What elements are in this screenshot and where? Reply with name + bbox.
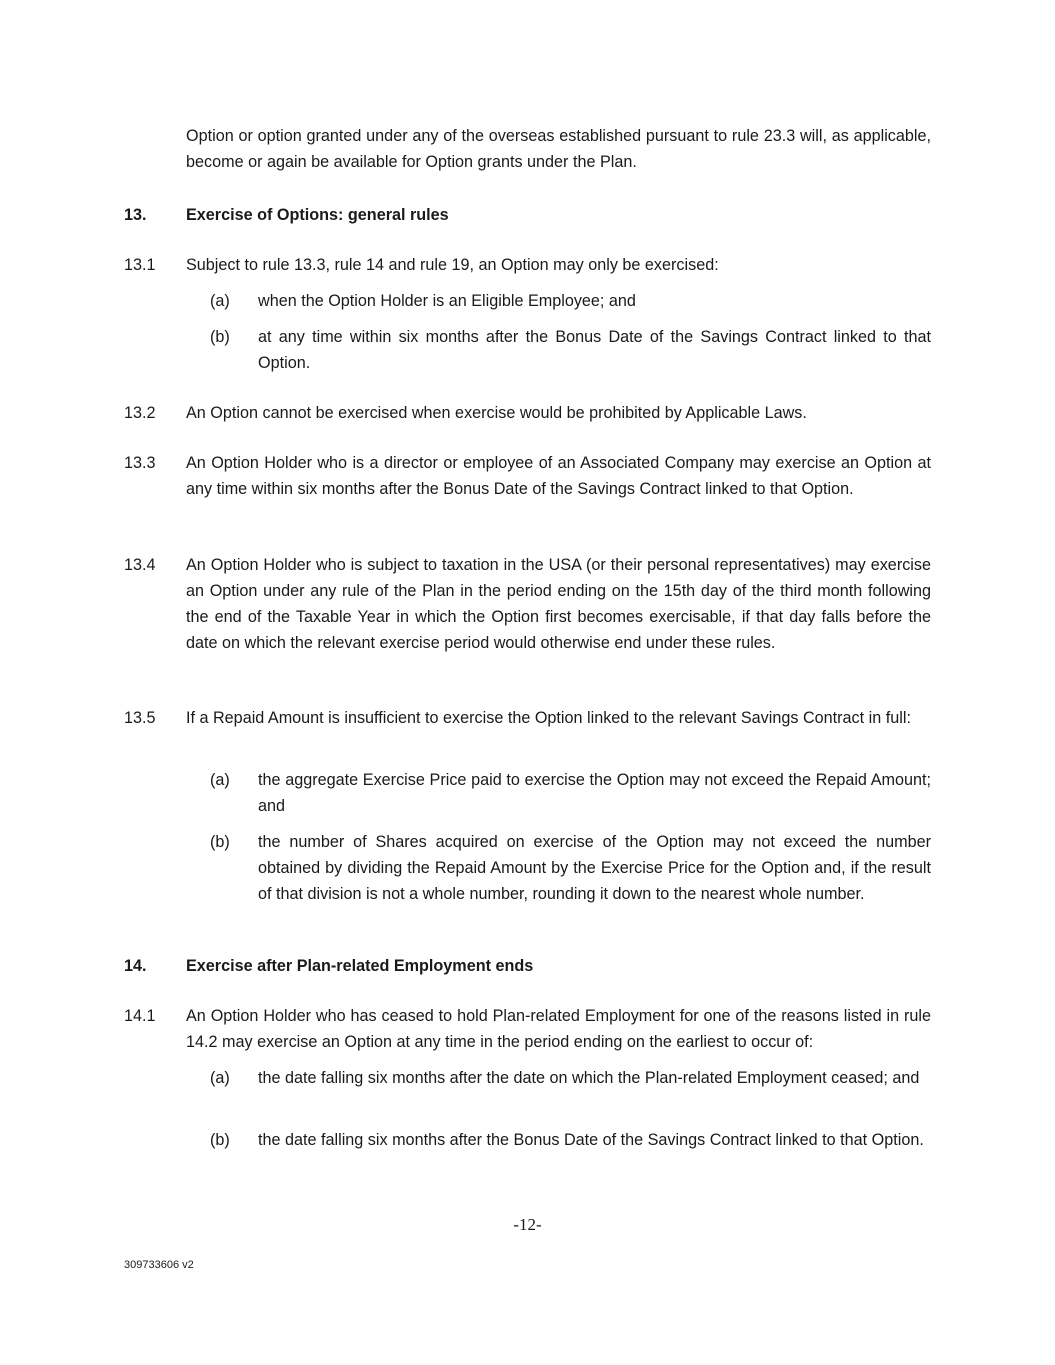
intro-paragraph: Option or option granted under any of the overseas established pursuant to rule 23.3 will, as applicable, become or again be available for Option grants under the Plan. <box>186 127 931 171</box>
rule-13-5-number: 13.5 <box>124 709 156 727</box>
rule-13-2-number: 13.2 <box>124 404 156 422</box>
rule-13-2-text: An Option cannot be exercised when exercise would be prohibited by Applicable Laws. <box>186 404 807 422</box>
rule-14-1-b-text: the date falling six months after the Bonus Date of the Savings Contract linked to that Option. <box>258 1131 924 1149</box>
section-13-title: Exercise of Options: general rules <box>186 206 449 224</box>
rule-13-5-a-text: the aggregate Exercise Price paid to exercise the Option may not exceed the Repaid Amount; and <box>258 771 931 815</box>
section-13-number: 13. <box>124 206 147 224</box>
rule-14-1-text: An Option Holder who has ceased to hold Plan-related Employment for one of the reasons listed in rule 14.2 may exercise an Option at any time in the period ending on the earliest to occur of: <box>186 1007 931 1051</box>
rule-14-1-b-label: (b) <box>210 1131 230 1149</box>
section-14-title: Exercise after Plan-related Employment ends <box>186 957 534 975</box>
rule-13-3-text: An Option Holder who is a director or employee of an Associated Company may exercise an Option at any time within six months after the Bonus Date of the Savings Contract linked to that Option. <box>186 454 931 498</box>
rule-13-5-a-label: (a) <box>210 771 230 789</box>
document-id: 309733606 v2 <box>124 1259 194 1271</box>
page-number: -12- <box>513 1215 542 1234</box>
rule-14-1-a-text: the date falling six months after the date on which the Plan-related Employment ceased; and <box>258 1069 920 1087</box>
rule-13-1-a-text: when the Option Holder is an Eligible Employee; and <box>258 292 636 310</box>
rule-13-1-b-label: (b) <box>210 328 230 346</box>
rule-14-1-a-label: (a) <box>210 1069 230 1087</box>
rule-13-5-b-text: the number of Shares acquired on exercise of the Option may not exceed the number obtained by dividing the Repaid Amount by the Exercise Price for the Option and, if the result of that division is not a whole number, rounding it down to the nearest whole number. <box>258 833 931 903</box>
rule-13-1-text: Subject to rule 13.3, rule 14 and rule 19, an Option may only be exercised: <box>186 256 719 274</box>
rule-14-1-number: 14.1 <box>124 1007 156 1025</box>
rule-13-4-text: An Option Holder who is subject to taxation in the USA (or their personal representatives) may exercise an Option under any rule of the Plan in the period ending on the 15th day of the third month following the end of the Taxable Year in which the Option first becomes exercisable, if that day falls before the date on which the relevant exercise period would otherwise end under these rules. <box>186 556 931 652</box>
section-14-number: 14. <box>124 957 147 975</box>
rule-13-3-number: 13.3 <box>124 454 156 472</box>
rule-13-1-b-text: at any time within six months after the Bonus Date of the Savings Contract linked to that Option. <box>258 328 931 372</box>
rule-13-5-text: If a Repaid Amount is insufficient to exercise the Option linked to the relevant Savings Contract in full: <box>186 709 911 727</box>
rule-13-1-number: 13.1 <box>124 256 156 274</box>
rule-13-4-number: 13.4 <box>124 556 156 574</box>
rule-13-5-b-label: (b) <box>210 833 230 851</box>
rule-13-1-a-label: (a) <box>210 292 230 310</box>
